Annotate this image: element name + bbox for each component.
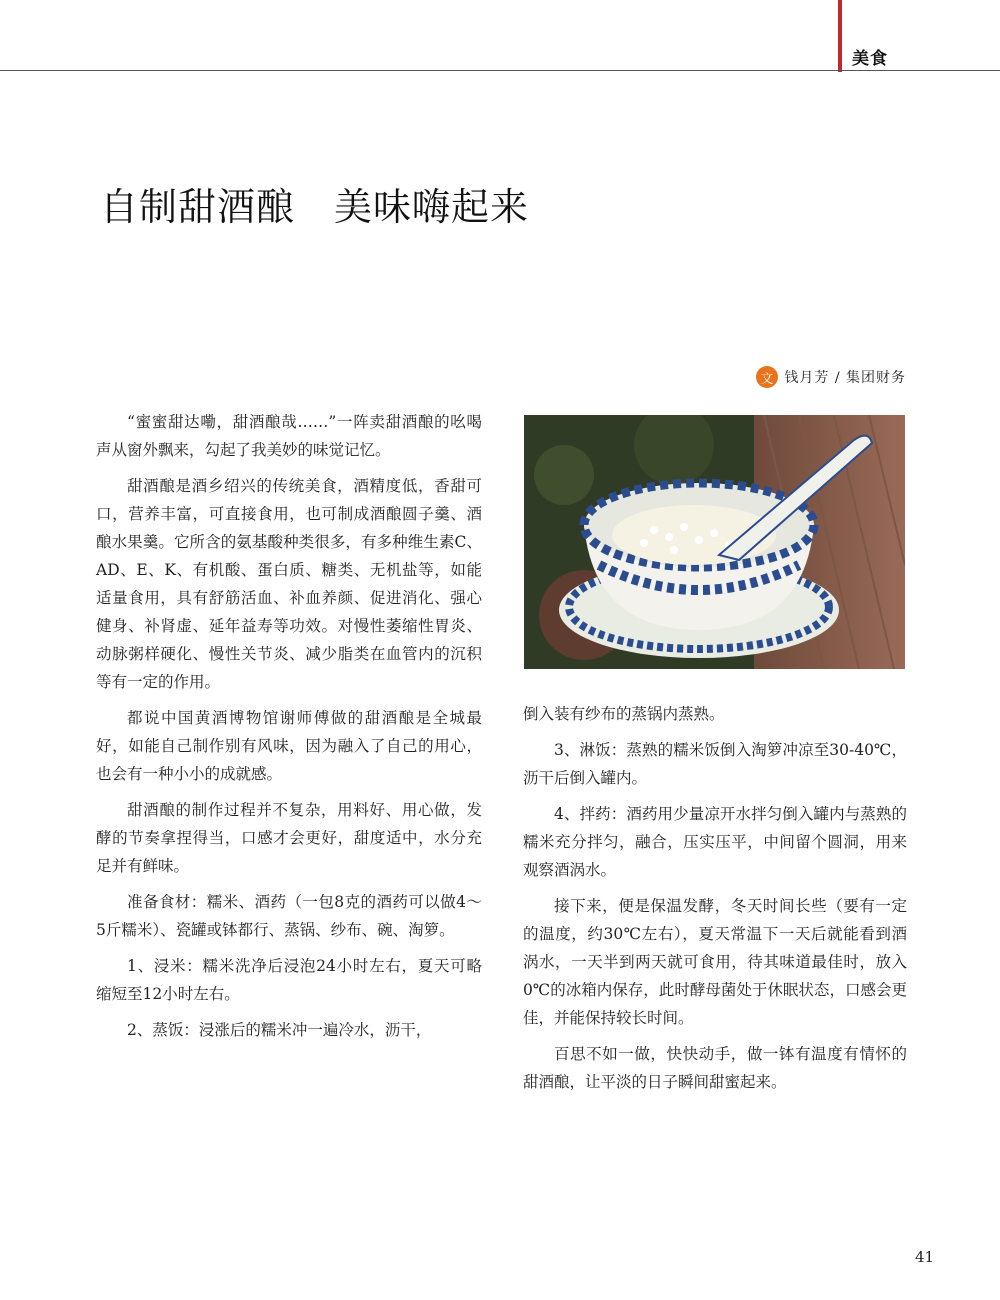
sweet-rice-wine-photo <box>524 415 905 669</box>
author-badge-icon: 文 <box>756 366 778 388</box>
byline <box>756 366 906 388</box>
paragraph: 4、拌药：酒药用少量凉开水拌匀倒入罐内与蒸熟的糯米充分拌匀，融合，压实压平，中间留个圆洞，用来观察酒涡水。 <box>523 805 907 879</box>
paragraph: “蜜蜜甜达嘞，甜酒酿哉……”一阵卖甜酒酿的吆喝声从窗外飘来，勾起了我美妙的味觉记忆。 <box>96 413 482 459</box>
left-column <box>96 408 482 1052</box>
paragraph: 百思不如一做，快快动手，做一钵有温度有情怀的甜酒酿，让平淡的日子瞬间甜蜜起来。 <box>523 1045 907 1091</box>
article-title: 自制甜酒酿 美味嗨起来 <box>100 185 530 229</box>
paragraph: 接下来，便是保温发酵，冬天时间长些（要有一定的温度，约30℃左右），夏天常温下一天后就能看到酒涡水，一天半到两天就可食用，待其味道最佳时，放入0℃的冰箱内保存，此时酵母菌处于休眠状态，口感会更佳，并能保持较长时间。 <box>523 897 907 1027</box>
paragraph: 甜酒酿的制作过程并不复杂，用料好、用心做，发酵的节奏拿捏得当，口感才会更好，甜度适中，水分充足并有鲜味。 <box>96 801 482 875</box>
paragraph: 3、淋饭：蒸熟的糯米饭倒入淘箩冲凉至30-40℃，沥干后倒入罐内。 <box>523 741 907 787</box>
author-name: 钱月芳 / 集团财务 <box>784 370 906 386</box>
header-rule <box>0 70 1000 71</box>
bowl-illustration <box>524 415 905 669</box>
right-column <box>523 700 907 1104</box>
header-accent-bar <box>838 0 842 72</box>
paragraph: 甜酒酿是酒乡绍兴的传统美食，酒精度低，香甜可口，营养丰富，可直接食用，也可制成酒酿圆子羹、酒酿水果羹。它所含的氨基酸种类很多，有多种维生素C、AD、E、K、有机酸、蛋白质、糖类、无机盐等，如能适量食用，具有舒筋活血、补血养颜、促进消化、强心健身、补肾虚、延年益寿等功效。对慢性萎缩性胃炎、动脉粥样硬化、慢性关节炎、减少脂类在血管内的沉积等有一定的作用。 <box>96 477 482 691</box>
section-label: 美食 <box>852 49 888 69</box>
page-number: 41 <box>915 1248 935 1266</box>
paragraph: 倒入装有纱布的蒸锅内蒸熟。 <box>523 705 725 723</box>
paragraph: 1、浸米：糯米洗净后浸泡24小时左右，夏天可略缩短至12小时左右。 <box>96 957 482 1003</box>
paragraph: 都说中国黄酒博物馆谢师傅做的甜酒酿是全城最好，如能自己制作别有风味，因为融入了自己的用心，也会有一种小小的成就感。 <box>96 709 482 783</box>
paragraph: 2、蒸饭：浸涨后的糯米冲一遍冷水，沥干， <box>127 1021 432 1039</box>
paragraph: 准备食材：糯米、酒药（一包8克的酒药可以做4～5斤糯米）、瓷罐或钵都行、蒸锅、纱布、碗、淘箩。 <box>96 893 482 939</box>
